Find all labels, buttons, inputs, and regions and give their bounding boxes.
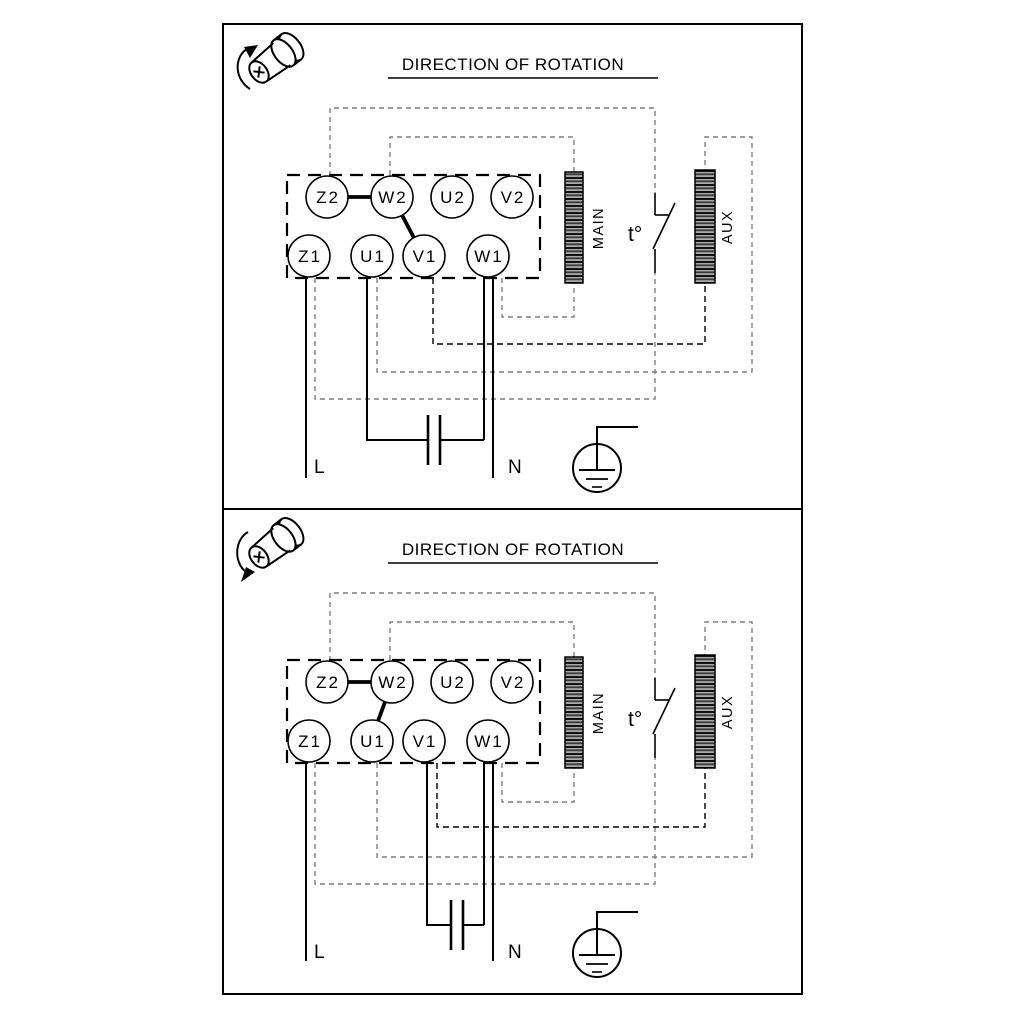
svg-text:Z1: Z1 (298, 247, 322, 266)
rotation-arrow-arc (237, 532, 248, 572)
panel-bottom-drawing (222, 508, 803, 995)
terminal-u1 (351, 720, 393, 762)
thermal-switch-icon (653, 678, 675, 758)
thermal-switch-icon (653, 193, 675, 273)
terminal-v1 (403, 720, 445, 762)
svg-text:U1: U1 (360, 247, 386, 266)
wire-v1-capacitor (427, 762, 451, 925)
aux-winding-label: AUX (720, 694, 736, 730)
earth-ground-icon (573, 912, 638, 977)
neutral-label: N (508, 457, 522, 478)
main-winding (565, 657, 583, 768)
terminal-u2 (431, 661, 473, 703)
thermal-switch-label: t° (628, 708, 643, 731)
svg-text:U2: U2 (440, 673, 466, 692)
svg-text:W1: W1 (474, 247, 504, 266)
capacitor-icon (428, 415, 440, 465)
live-label: L (314, 457, 325, 478)
live-label: L (314, 942, 325, 963)
wire-w2-main (390, 137, 574, 175)
link-w2-v1 (402, 215, 414, 238)
main-winding-label: MAIN (591, 206, 607, 250)
aux-winding (695, 170, 715, 283)
svg-text:Z2: Z2 (316, 188, 340, 207)
main-winding-label: MAIN (591, 691, 607, 735)
svg-text:U1: U1 (360, 732, 386, 751)
aux-winding-label: AUX (720, 209, 736, 245)
terminal-z2 (306, 661, 348, 703)
svg-text:V1: V1 (412, 247, 438, 266)
rotation-cw-icon (238, 29, 309, 90)
wire-v1-aux (437, 763, 705, 827)
wire-u1-capacitor (367, 277, 428, 440)
wire-w1-main (502, 278, 574, 317)
terminal-z2 (306, 176, 348, 218)
terminal-w2 (371, 176, 413, 218)
earth-ground-icon (573, 427, 638, 492)
terminal-u2 (431, 176, 473, 218)
panel-top (222, 23, 803, 510)
terminal-v2 (491, 176, 533, 218)
rotation-arrow-head (244, 45, 258, 58)
svg-text:V2: V2 (500, 188, 526, 207)
rotation-arrow-arc (238, 49, 250, 89)
terminal-w2 (371, 661, 413, 703)
thermal-switch-label: t° (628, 223, 643, 246)
svg-text:V1: V1 (412, 732, 438, 751)
svg-text:W1: W1 (474, 732, 504, 751)
terminal-w1 (467, 235, 509, 277)
panel-bottom (222, 508, 803, 995)
wire-w2-main (390, 622, 574, 660)
panel-top-drawing (222, 23, 803, 510)
svg-text:U2: U2 (440, 188, 466, 207)
page-title: DIRECTION OF ROTATION (401, 540, 625, 559)
svg-text:W2: W2 (378, 188, 408, 207)
neutral-label: N (508, 942, 522, 963)
terminal-z1 (288, 720, 330, 762)
link-w2-u1 (378, 702, 385, 721)
terminal-u1 (351, 235, 393, 277)
page-title: DIRECTION OF ROTATION (401, 55, 625, 74)
svg-text:V2: V2 (500, 673, 526, 692)
terminal-v1 (403, 235, 445, 277)
terminal-w1 (467, 720, 509, 762)
svg-text:W2: W2 (378, 673, 408, 692)
terminal-v2 (491, 661, 533, 703)
capacitor-icon (451, 900, 463, 950)
aux-winding (695, 655, 715, 768)
terminal-z1 (288, 235, 330, 277)
main-winding (565, 172, 583, 283)
wire-w1-main (502, 763, 574, 802)
svg-text:Z2: Z2 (316, 673, 340, 692)
svg-text:Z1: Z1 (298, 732, 322, 751)
rotation-ccw-icon (237, 514, 308, 582)
wire-v1-aux (433, 278, 705, 344)
